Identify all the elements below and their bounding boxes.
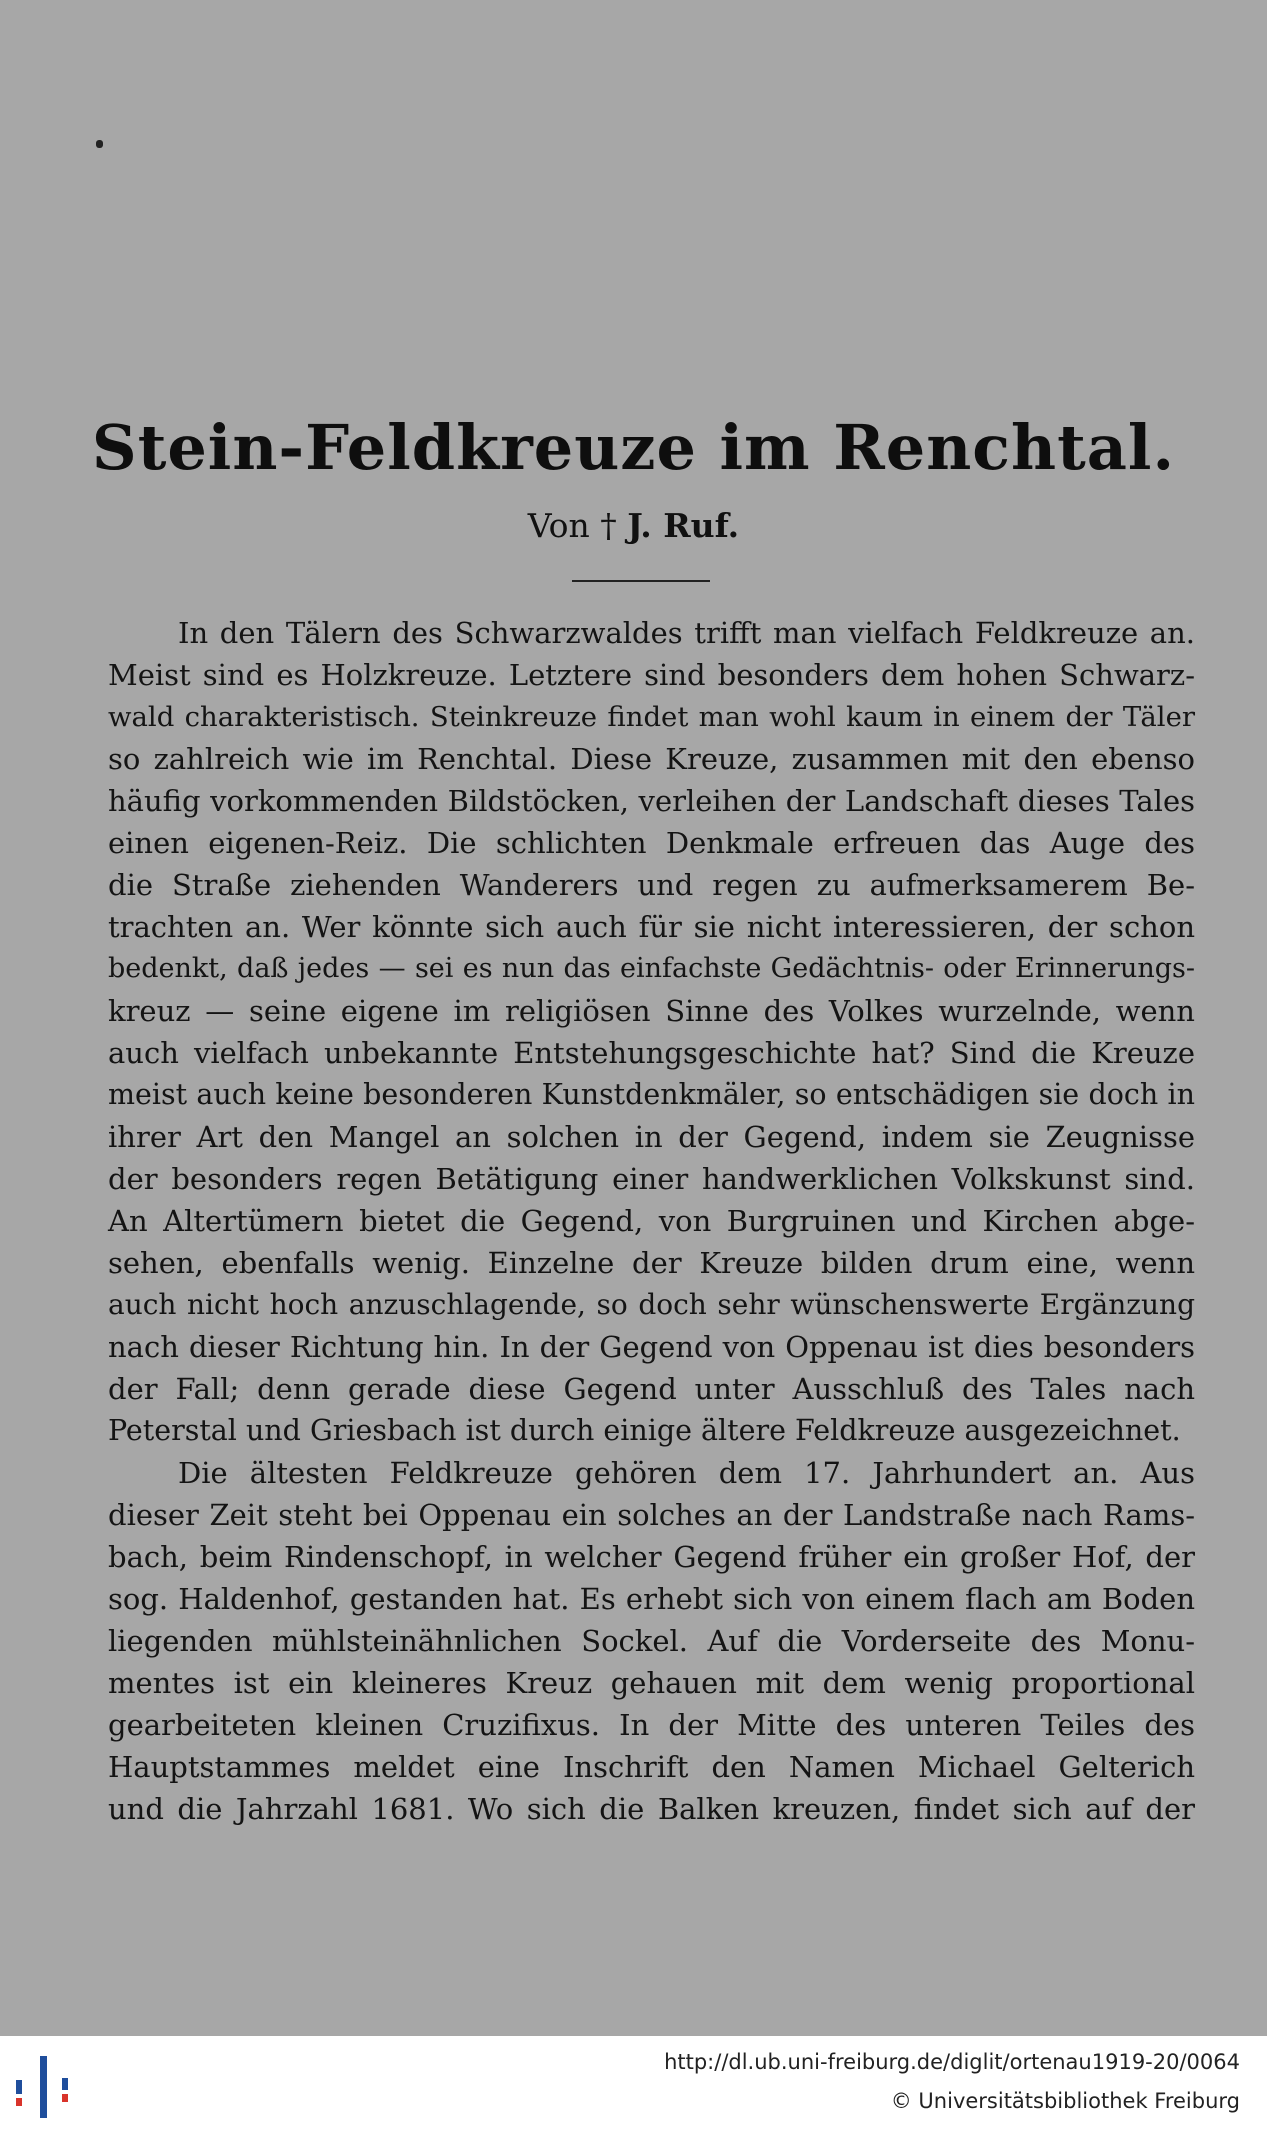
- logo-bar-right: [62, 2078, 68, 2090]
- text-line: An Altertümern bietet die Gegend, von Burgruinen und Kirchen abge-: [108, 1204, 1195, 1238]
- byline-author: J. Ruf.: [627, 506, 740, 545]
- text-line: Meist sind es Holzkreuze. Letztere sind besonders dem hohen Schwarz-: [108, 658, 1195, 692]
- text-line: bach, beim Rindenschopf, in welcher Gegend früher ein großer Hof, der: [108, 1540, 1195, 1574]
- text-line: der Fall; denn gerade diese Gegend unter Ausschluß des Tales nach: [108, 1372, 1195, 1406]
- text-line: auch vielfach unbekannte Entstehungsgeschichte hat? Sind die Kreuze: [108, 1036, 1195, 1070]
- logo-accent-right: [62, 2094, 68, 2102]
- article-body: [108, 612, 1195, 1830]
- text-line: ihrer Art den Mangel an solchen in der Gegend, indem sie Zeugnisse: [108, 1120, 1195, 1154]
- text-line: nach dieser Richtung hin. In der Gegend von Oppenau ist dies besonders: [108, 1330, 1195, 1364]
- text-line: gearbeiteten kleinen Cruzifixus. In der Mitte des unteren Teiles des: [108, 1708, 1195, 1742]
- text-line: kreuz — seine eigene im religiösen Sinne des Volkes wurzelnde, wenn: [108, 994, 1195, 1028]
- text-line: wald charakteristisch. Steinkreuze findet man wohl kaum in einem der Täler: [108, 701, 1195, 733]
- ink-speck: [96, 140, 103, 148]
- text-line: der besonders regen Betätigung einer handwerklichen Volkskunst sind.: [108, 1162, 1195, 1196]
- footer-bar: [0, 2036, 1267, 2129]
- byline-prefix: Von †: [527, 506, 617, 545]
- article-title: Stein-Feldkreuze im Renchtal.: [91, 411, 1176, 484]
- source-url-link[interactable]: http://dl.ub.uni-freiburg.de/diglit/ortenau1919-20/0064: [664, 2050, 1240, 2074]
- text-line: Hauptstammes meldet eine Inschrift den Namen Michael Gelterich: [108, 1750, 1195, 1784]
- text-line: trachten an. Wer könnte sich auch für sie nicht interessieren, der schon: [108, 910, 1195, 944]
- text-line: Die ältesten Feldkreuze gehören dem 17. Jahrhundert an. Aus: [178, 1456, 1195, 1490]
- text-line: mentes ist ein kleineres Kreuz gehauen mit dem wenig proportional: [108, 1666, 1195, 1700]
- text-line: Peterstal und Griesbach ist durch einige ältere Feldkreuze ausgezeichnet.: [108, 1414, 1181, 1447]
- text-line: sog. Haldenhof, gestanden hat. Es erhebt sich von einem flach am Boden: [108, 1582, 1195, 1616]
- title-divider: [572, 580, 710, 582]
- text-line: häufig vorkommenden Bildstöcken, verleihen der Landschaft dieses Tales: [108, 784, 1195, 818]
- text-line: dieser Zeit steht bei Oppenau ein solches an der Landstraße nach Rams-: [108, 1498, 1195, 1532]
- copyright-notice: © Universitätsbibliothek Freiburg: [890, 2089, 1240, 2113]
- text-line: so zahlreich wie im Renchtal. Diese Kreuze, zusammen mit den ebenso: [108, 742, 1195, 776]
- text-line: bedenkt, daß jedes — sei es nun das einfachste Gedächtnis- oder Erinnerungs-: [108, 953, 1195, 984]
- ub-freiburg-logo-icon[interactable]: [10, 2052, 84, 2120]
- text-line: meist auch keine besonderen Kunstdenkmäler, so entschädigen sie doch in: [108, 1078, 1195, 1111]
- text-line: und die Jahrzahl 1681. Wo sich die Balken kreuzen, findet sich auf der: [108, 1792, 1195, 1826]
- text-line: einen eigenen-Reiz. Die schlichten Denkmale erfreuen das Auge des: [108, 826, 1195, 860]
- logo-accent-left: [16, 2098, 22, 2106]
- text-line: In den Tälern des Schwarzwaldes trifft man vielfach Feldkreuze an.: [178, 616, 1195, 650]
- text-line: auch nicht hoch anzuschlagende, so doch sehr wünschenswerte Ergänzung: [108, 1288, 1195, 1321]
- byline: [0, 500, 1267, 552]
- text-line: liegenden mühlsteinähnlichen Sockel. Auf die Vorderseite des Monu-: [108, 1624, 1195, 1658]
- text-line: sehen, ebenfalls wenig. Einzelne der Kreuze bilden drum eine, wenn: [108, 1246, 1195, 1280]
- text-line: die Straße ziehenden Wanderers und regen zu aufmerksamerem Be-: [108, 868, 1195, 902]
- logo-bar-center: [40, 2056, 47, 2118]
- logo-bar-left: [16, 2080, 22, 2094]
